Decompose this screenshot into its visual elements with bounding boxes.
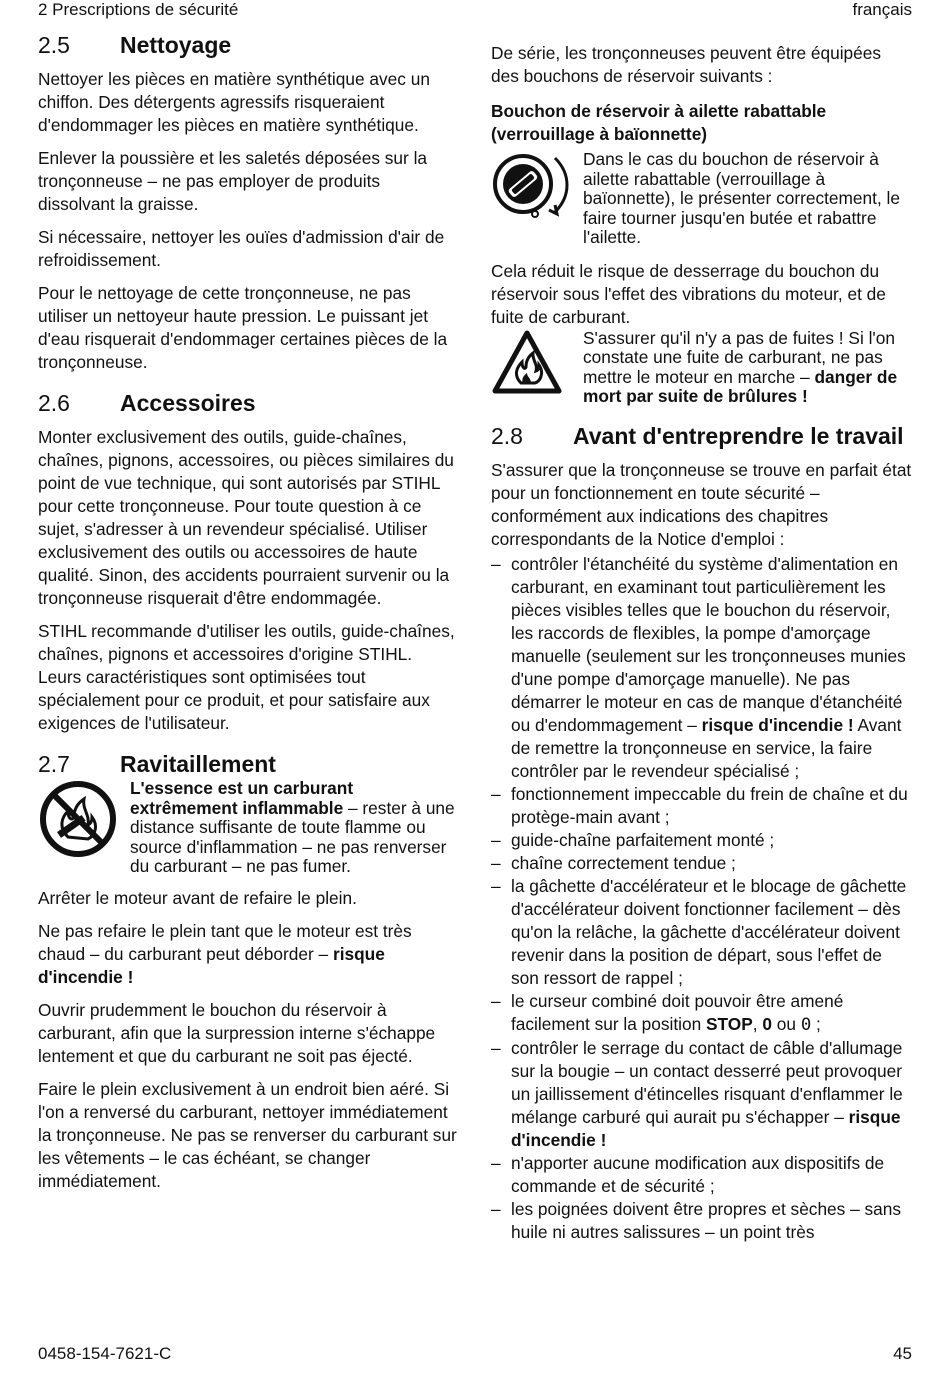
header-section: 2 Prescriptions de sécurité — [38, 0, 239, 19]
no-open-flame-icon — [38, 779, 130, 865]
section-number: 2.5 — [38, 32, 70, 58]
page-header — [38, 0, 912, 22]
paragraph-text: Ne pas refaire le plein tant que le moteur est très chaud – du carburant peut déborder – — [38, 920, 412, 964]
warning-text — [130, 779, 458, 877]
cap-text: Dans le cas du bouchon de réservoir à ailette rabattable (verrouillage à baïonnette), le présenter correctement, le faire tourner jusqu'en butée et rabattre l'ailette. — [583, 149, 900, 247]
leak-danger: danger de mort par suite de brûlures ! — [583, 366, 898, 406]
paragraph — [38, 920, 458, 989]
list-item: – les poignées doivent être propres et sèches – sans huile ni autres salissures – un point très — [491, 1198, 913, 1244]
list-item — [491, 553, 913, 783]
list-item — [491, 1037, 913, 1152]
doc-number: 0458-154-7621-C — [38, 1344, 172, 1363]
stop-label: STOP — [706, 1013, 753, 1034]
paragraph: Cela réduit le risque de desserrage du bouchon du réservoir sous l'effet des vibrations du moteur, et de fuite de carburant. — [491, 260, 886, 327]
zero-label: 0 — [762, 1013, 772, 1034]
paragraph: Pour le nettoyage de cette tronçonneuse, ne pas utiliser un nettoyeur haute pression. Le puissant jet d'eau risquerait d'endommager certaines pièces de la tronçonneuse. — [38, 283, 448, 372]
fire-risk-text: risque d'incendie ! — [38, 943, 385, 987]
paragraph: Enlever la poussière et les saletés déposées sur la tronçonneuse – ne pas employer de produits dissolvant la graisse. — [38, 148, 428, 214]
cap-heading: Bouchon de réservoir à ailette rabattable (verrouillage à baïonnette) — [491, 101, 827, 144]
fuel-cap-rotate-icon — [491, 150, 583, 228]
no-fire-warning — [38, 779, 458, 877]
fuel-cap-instruction — [491, 150, 913, 248]
list-item — [491, 990, 913, 1037]
section-number: 2.7 — [38, 751, 70, 777]
section-number: 2.6 — [38, 390, 70, 416]
warning-rest: – rester à une distance suffisante de toute flamme ou source d'inflammation – ne pas renverser du carburant – ne pas fumer. — [130, 797, 455, 876]
paragraph: Arrêter le moteur avant de refaire le plein. — [38, 887, 357, 908]
list-item: – n'apporter aucune modification aux dispositifs de commande et de sécurité ; — [491, 1152, 913, 1198]
paragraph: De série, les tronçonneuses peuvent être équipées des bouchons de réservoir suivants : — [491, 43, 882, 86]
left-column — [38, 30, 458, 1203]
paragraph: Si nécessaire, nettoyer les ouïes d'admission d'air de refroidissement. — [38, 227, 445, 270]
leak-normal: S'assurer qu'il n'y a pas de fuites ! Si l'on constate une fuite de carburant, ne pas mettre le moteur en marche – — [583, 327, 895, 387]
checklist — [491, 553, 913, 1244]
section-title: Avant d'entreprendre le travail — [573, 422, 904, 449]
paragraph: Nettoyer les pièces en matière synthétique avec un chiffon. Des détergents agressifs risqueraient d'endommager les pièces en matière synthétique. — [38, 69, 430, 135]
fire-risk-text: risque d'incendie ! — [511, 1106, 901, 1150]
section-2-6-heading — [38, 388, 458, 418]
list-item: – la gâchette d'accélérateur et le blocage de gâchette d'accélérateur doivent fonctionner facilement – dès qu'on la relâche, la gâchette d'accélérateur doivent revenir dans la position de départ, sous l'effet de son ressort de rappel ; — [491, 875, 913, 990]
section-title: Nettoyage — [120, 32, 232, 58]
section-title: Accessoires — [120, 390, 256, 416]
fire-risk-text: risque d'incendie ! — [701, 714, 854, 735]
section-number: 2.8 — [491, 422, 523, 449]
section-2-8-heading — [491, 421, 913, 451]
zero-symbol: 0 — [800, 1014, 812, 1035]
list-item-text: contrôler l'étanchéité du système d'alimentation en carburant, en examinant tout particulièrement les pièces visibles telles que le bouchon du réservoir, les raccords de flexibles, la pompe d'amorçage manuelle (seulement sur les tronçonneuses munies d'une pompe d'amorçage manuelle). Ne pas démarrer le moteur en cas de manque d'étanchéité ou d'endommagement – — [511, 553, 906, 735]
leak-warning — [491, 329, 913, 407]
list-item-text: , — [752, 1013, 763, 1034]
paragraph: Faire le plein exclusivement à un endroit bien aéré. Si l'on a renversé du carburant, nettoyer immédiatement la tronçonneuse. Ne pas se renverser du carburant sur les vêtements – le cas échéant, se changer immédiatement. — [38, 1078, 457, 1191]
list-item: – guide-chaîne parfaitement monté ; — [491, 829, 913, 852]
list-item-text: le curseur combiné doit pouvoir être amené facilement sur la position — [511, 990, 844, 1034]
page-number: 45 — [893, 1344, 912, 1363]
header-language: français — [852, 0, 912, 19]
paragraph: Ouvrir prudemment le bouchon du réservoir à carburant, afin que la surpression interne s'échappe lentement et que du carburant ne soit pas éjecté. — [38, 999, 436, 1066]
list-item-text: ou — [771, 1013, 801, 1034]
flammable-warning-icon — [491, 329, 583, 401]
section-title: Ravitaillement — [120, 751, 276, 777]
list-item-text: contrôler le serrage du contact de câble d'allumage sur la bougie – un contact desserré peut provoquer un jaillissement d'étincelles risquant d'enflammer le mélange carburé qui aurait pu s'échapper – — [511, 1037, 903, 1127]
section-2-5-heading — [38, 30, 458, 60]
right-column — [491, 42, 913, 1244]
paragraph: S'assurer que la tronçonneuse se trouve en parfait état pour un fonctionnement en toute sécurité – conformément aux indications des chapitres correspondants de la Notice d'emploi : — [491, 459, 912, 549]
paragraph: STIHL recommande d'utiliser les outils, guide-chaînes, chaînes, pignons et accessoires d'origine STIHL. Leurs caractéristiques sont optimisées tout spécialement pour ce produit, et pour satisfaire aux exigences de l'utilisateur. — [38, 621, 455, 733]
list-item: – fonctionnement impeccable du frein de chaîne et du protège-main avant ; — [491, 783, 913, 829]
list-item-text: ; — [811, 1013, 821, 1034]
list-item-text: Avant de remettre la tronçonneuse en service, la faire contrôler par le revendeur spécialisé ; — [511, 714, 902, 781]
section-2-7-heading — [38, 749, 458, 779]
leak-text — [583, 329, 913, 407]
paragraph: Monter exclusivement des outils, guide-chaînes, chaînes, pignons, accessoires, ou pièces similaires du point de vue technique, qui sont autorisés par STIHL pour cette tronçonneuse. Pour toute question à ce sujet, s'adresser à un revendeur spécialisé. Utiliser exclusivement des outils ou accessoires de haute qualité. Sinon, des accidents pourraient survenir ou la tronçonneuse risquerait d'être endommagée. — [38, 427, 454, 608]
list-item: – chaîne correctement tendue ; — [491, 852, 913, 875]
warning-bold: L'essence est un carburant extrêmement inflammable — [130, 778, 354, 818]
